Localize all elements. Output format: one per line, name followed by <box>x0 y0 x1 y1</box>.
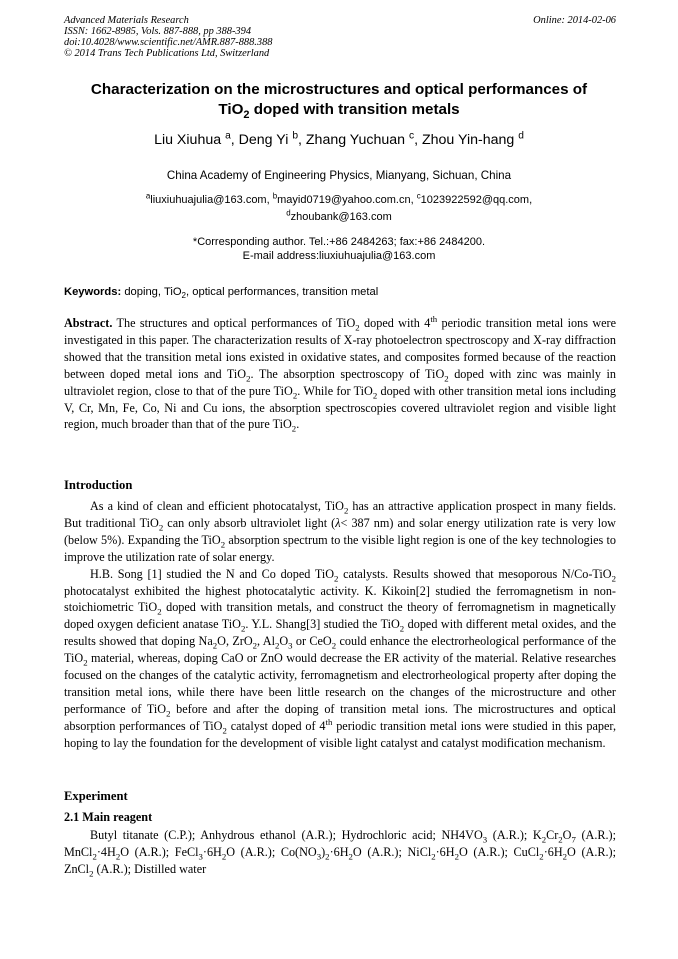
email-link[interactable]: liuxiuhuajulia@163.com <box>150 194 267 206</box>
abstract: Abstract. The structures and optical performances of TiO$_2$ doped with 4th periodic transition metal ions were investigated in this paper. The characterization results of X-ray photoelectron spectroscopy and X-ray diffraction showed that the transition metal ions existed in oxidative states, and composites formed because of the reaction between doped metal ions and TiO$_2$. The absorption spectroscopy of TiO$_2$ doped with zinc was mainly in ultraviolet region, close to that of the pure TiO$_2$. While for TiO$_2$ doped with other transition metal ions including V, Cr, Mn, Fe, Co, Ni and Cu ions, the absorption spectroscopies covered ultraviolet region and visible light region, much broader than that of the pure TiO$_2$. <box>64 313 616 434</box>
paragraph: H.B. Song [1] studied the N and Co doped TiO$_2$ catalysts. Results showed that mesoporous N/Co-TiO$_2$ photocatalyst exhibited the highest photocatalytic activity. K. Kikoin[2] studied the ferromagnetism in non-stoichiometric TiO$_2$ doped with transition metals, and construct the theory of ferromagnetism in magnetically doped oxygen deficient anatase TiO$_2$. Y.L. Shang[3] studied the TiO$_2$ doped with different metal oxides, and the results showed that doping $Na_2O$, ZrO$_2$, $Al_2O_3$ or CeO$_2$ could enhance the electrorheological performance of the TiO$_2$ material, whereas, doping CaO or ZnO would decrease the ER activity of the material. Relative researches focused on the changes of the catalytic activity, ferromagnetism and electrorheological property after doping the transition metal ions, while there have been little research on the changes of the microstructure and other performance of TiO$_2$ before and after the doping of transition metal ions. The microstructures and optical absorption performances of TiO$_2$ catalyst doped of 4th periodic transition metal ions were studied in this paper, hoping to lay the foundation for the development of visible light catalyst and catalyst modification mechanism. <box>64 566 617 750</box>
keyword: transition metal <box>302 286 379 298</box>
introduction-body <box>64 498 616 752</box>
journal-name: Advanced Materials Research <box>64 15 189 26</box>
keyword: TiO$_2$ <box>163 286 187 301</box>
copyright-line: © 2014 Trans Tech Publications Ltd, Switzerland <box>64 48 270 59</box>
abstract-label: Abstract. <box>64 316 113 330</box>
keywords-label: Keywords: <box>64 286 122 298</box>
author-mark: b <box>292 130 298 142</box>
reagent-list: Butyl titanate (C.P.); Anhydrous ethanol (A.R.); Hydrochloric acid; $NH4VO_3$ (A.R.); $K_2Cr_2O_7$ (A.R.); $MnCl_2\cdot 4H_2O$ (A.R.); $FeCl_3\cdot 6H_2O$ (A.R.); $Co(NO_3)_2\cdot 6H_2O$ (A.R.); $NiCl_2\cdot 6H_2O$ (A.R.); $CuCl_2\cdot 6H_2O$ (A.R.); ZnCl$_2$ (A.R.); Distilled water <box>64 828 617 879</box>
email-link[interactable]: zhoubank@163.com <box>290 211 392 223</box>
keywords: Keywords: doping, TiO$_2$, optical performances, transition metal <box>64 286 379 301</box>
author: Zhang Yuchuan <box>305 132 406 148</box>
author-emails: $^a$liuxiuhuajulia@163.com, $^b$mayid0719@yahoo.com.cn, $^c$1023922592@qq.com, $^d$zhoubank@163.com <box>145 191 533 223</box>
online-date: Online: 2014-02-06 <box>533 15 616 26</box>
author: Liu Xiuhua <box>154 132 222 148</box>
doi-line[interactable]: doi:10.4028/www.scientific.net/AMR.887-888.388 <box>64 37 273 48</box>
author: Zhou Yin-hang <box>421 132 515 148</box>
author: Deng Yi <box>238 132 289 148</box>
author-mark: c <box>408 130 415 142</box>
author-mark: a <box>225 130 231 142</box>
author-list: Liu Xiuhua $^a$, Deng Yi $^b$, Zhang Yuchuan $^c$, Zhou Yin-hang $^d$ <box>154 130 524 148</box>
issn-line: ISSN: 1662-8985, Vols. 887-888, pp 388-394 <box>64 26 252 37</box>
subsection-heading-main-reagent: 2.1 Main reagent <box>64 810 153 824</box>
keyword: doping <box>124 286 158 298</box>
paper-title <box>40 80 638 120</box>
corresponding-author: *Corresponding author. Tel.:+86 2484263; fax:+86 2484200. E-mail address:liuxiuhuajulia@163.com <box>192 236 486 262</box>
section-heading-experiment: Experiment <box>64 789 128 803</box>
author-mark: d <box>518 130 524 142</box>
title-line-2: TiO$_2$ doped with transition metals <box>218 101 460 122</box>
journal-header <box>64 15 616 59</box>
affiliation: China Academy of Engineering Physics, Mianyang, Sichuan, China <box>166 169 512 182</box>
email-link[interactable]: mayid0719@yahoo.com.cn <box>277 194 411 206</box>
title-line-1: Characterization on the microstructures and optical performances of <box>90 81 588 98</box>
paragraph: As a kind of clean and efficient photocatalyst, TiO$_2$ has an attractive application prospect in many fields. But traditional TiO$_2$ can only absorb ultraviolet light (λ< 387 nm) and solar energy utilization rate is very low (below 5%). Expanding the TiO$_2$ absorption spectrum to the visible light region is one of the key technologies to improve the utilization rate of solar energy. <box>64 499 616 564</box>
email-link[interactable]: 1023922592@qq.com <box>420 194 530 206</box>
section-heading-introduction: Introduction <box>64 478 133 492</box>
keyword: optical performances <box>192 286 297 298</box>
